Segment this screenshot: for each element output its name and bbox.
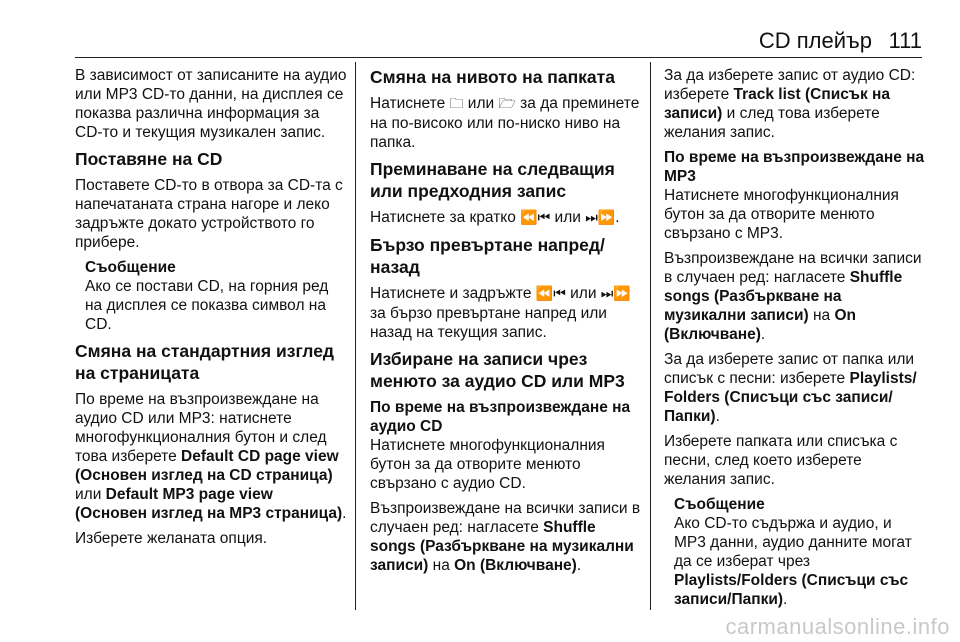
- next-track-icon: ⏭⏩: [585, 210, 616, 226]
- fast-or: или: [565, 285, 601, 302]
- heading-next-prev: Преминаване на следващия или предходния запис: [370, 159, 615, 201]
- column-divider-2: [650, 62, 651, 610]
- shuffle-on-word-mp3: на: [808, 307, 835, 324]
- select-text-2: и след това изберете желания запис.: [664, 105, 880, 141]
- prev-track-icon: ⏪⏮: [520, 210, 551, 226]
- column-3: [664, 66, 926, 615]
- insert-paragraph: Поставете CD-то в отвора за CD-та с напечатаната страна нагоре и леко задръжте докато устройството го прибере.: [75, 177, 343, 251]
- track-list-option: Track list (Списък на записи): [664, 86, 891, 122]
- note-text: Ако се постави CD, на горния ред на дисплея се показва символ на CD.: [85, 278, 329, 333]
- header-rule: [75, 57, 922, 58]
- playlists-option: Playlists/ Folders (Списъци със записи/ Папки): [664, 370, 917, 425]
- view-option-mp3: Default MP3 page view (Основен изглед на MP3 страница): [75, 486, 343, 522]
- shuffle-option: Shuffle songs (Разбъркване на музикални записи): [370, 519, 634, 574]
- view-paragraph: [75, 390, 347, 523]
- fast-text-2: за бързо превъртане напред или назад на текущия запис.: [370, 305, 607, 341]
- heading-mp3: По време на възпроизвеждане на MP3: [664, 149, 925, 185]
- column-1: [75, 66, 347, 554]
- page-title: CD плейър: [758, 28, 872, 53]
- view-end: .: [342, 505, 347, 522]
- column-divider-1: [355, 62, 356, 610]
- folder-down-icon: 🗁: [498, 96, 516, 112]
- fast-text: Натиснете и задръжте: [370, 285, 536, 302]
- shuffle-text-mp3: Възпроизвеждане на всички записи в случаен ред: нагласете: [664, 250, 922, 286]
- folder-choose-paragraph: Изберете папката или списъка с песни, след което изберете желания запис.: [664, 433, 898, 488]
- track-end: .: [615, 209, 620, 226]
- mp3-paragraph: Натиснете многофункционалния бутон за да отворите менюто свързано с MP3.: [664, 187, 899, 242]
- shuffle-on-word: на: [428, 557, 455, 574]
- select-track-paragraph: [664, 66, 926, 142]
- view-option-cd: Default CD page view (Основен изглед на CD страница): [75, 448, 339, 484]
- shuffle-on-mp3: On (Включване): [664, 307, 856, 343]
- watermark: carmanualsonline.info: [725, 614, 950, 639]
- forward-icon: ⏭⏩: [600, 286, 631, 302]
- folder-sel-text: За да изберете запис от папка или списък с песни: изберете: [664, 351, 915, 387]
- audio-paragraph: Натиснете многофункционалния бутон за да отворите менюто свързано с аудио CD.: [370, 437, 605, 492]
- note-end: .: [783, 591, 788, 608]
- track-text: Натиснете за кратко: [370, 209, 521, 226]
- view-text: По време на възпроизвеждане на аудио CD или MP3: натиснете многофункционалния бутон и след това изберете: [75, 391, 327, 465]
- note-box-mp3: [674, 495, 926, 609]
- heading-audio-cd: По време на възпроизвеждане на аудио CD: [370, 399, 631, 435]
- page-number: 111: [888, 28, 922, 53]
- folder-text: Натиснете: [370, 95, 450, 112]
- shuffle-paragraph-mp3: [664, 249, 926, 344]
- column-2: [370, 66, 642, 581]
- select-text: За да изберете запис от аудио CD: изберете: [664, 67, 916, 103]
- heading-fast-forward: Бързо превъртане напред/назад: [370, 235, 605, 277]
- folder-sel-end: .: [715, 408, 720, 425]
- view-select-paragraph: Изберете желаната опция.: [75, 530, 268, 547]
- heading-page-view: Смяна на стандартния изглед на страницата: [75, 341, 335, 383]
- folder-paragraph: [370, 94, 642, 152]
- shuffle-end-mp3: .: [760, 326, 766, 343]
- heading-menu-select: Избиране на записи чрез менюто за аудио CD или MP3: [370, 349, 625, 391]
- heading-folder-level: Смяна на нивото на папката: [370, 67, 615, 87]
- folder-up-icon: 🗀: [449, 96, 464, 112]
- intro-paragraph: В зависимост от записаните на аудио или MP3 CD-то данни, на дисплея се показва различна информация за CD-то и текущия музикален запис.: [75, 67, 347, 141]
- shuffle-paragraph: [370, 499, 642, 575]
- rewind-icon: ⏪⏮: [535, 286, 566, 302]
- track-paragraph: [370, 208, 642, 228]
- fast-paragraph: [370, 284, 642, 342]
- folder-select-paragraph: [664, 350, 926, 426]
- note-text-mp3: Ако CD-то съдържа и аудио, и MP3 данни, аудио данните могат да се изберат чрез: [674, 515, 912, 570]
- note-option: Playlists/Folders (Списъци със записи/Папки): [674, 572, 909, 608]
- shuffle-on: On (Включване): [454, 557, 577, 574]
- shuffle-text: Възпроизвеждане на всички записи в случаен ред: нагласете: [370, 500, 641, 536]
- note-title-mp3: Съобщение: [674, 496, 765, 513]
- page-header: [0, 0, 960, 60]
- view-or: или: [75, 486, 106, 503]
- note-title: Съобщение: [85, 259, 176, 276]
- shuffle-end: .: [576, 557, 582, 574]
- note-box: [85, 258, 347, 334]
- track-or: или: [550, 209, 586, 226]
- folder-or: или: [463, 95, 499, 112]
- shuffle-option-mp3: Shuffle songs (Разбъркване на музикални записи): [664, 269, 903, 324]
- heading-insert-cd: Поставяне на CD: [75, 149, 223, 169]
- folder-text-2: за да преминете на по-високо или по-ниско ниво на папка.: [370, 95, 640, 151]
